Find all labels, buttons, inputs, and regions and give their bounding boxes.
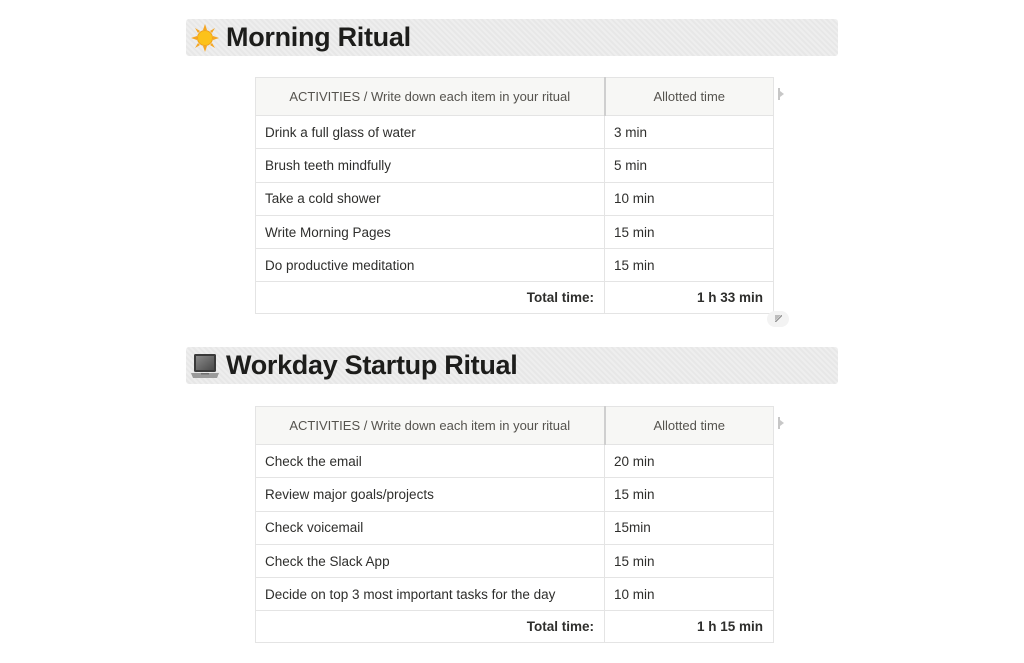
add-column-handle-icon[interactable] [778, 417, 785, 429]
time-cell[interactable]: 20 min [605, 445, 774, 478]
column-header-activities[interactable]: ACTIVITIES / Write down each item in your ritual [256, 78, 605, 116]
time-cell[interactable]: 10 min [605, 182, 774, 215]
column-header-allotted-time[interactable]: Allotted time [605, 78, 774, 116]
time-cell[interactable]: 10 min [605, 578, 774, 611]
activity-cell[interactable]: Do productive meditation [256, 249, 605, 282]
section-header-morning-ritual[interactable] [186, 19, 838, 56]
table-row [256, 215, 774, 248]
total-label[interactable]: Total time: [256, 282, 605, 314]
total-row [256, 282, 774, 314]
activity-cell[interactable]: Check the Slack App [256, 544, 605, 577]
sun-icon [190, 23, 220, 53]
table-header-row [256, 78, 774, 116]
activity-cell[interactable]: Write Morning Pages [256, 215, 605, 248]
time-cell[interactable]: 15 min [605, 478, 774, 511]
total-row [256, 611, 774, 643]
time-cell[interactable]: 15min [605, 511, 774, 544]
table-row [256, 478, 774, 511]
time-cell[interactable]: 15 min [605, 215, 774, 248]
table-row [256, 182, 774, 215]
column-header-activities[interactable]: ACTIVITIES / Write down each item in your ritual [256, 407, 605, 445]
column-header-allotted-time[interactable]: Allotted time [605, 407, 774, 445]
table-row [256, 544, 774, 577]
section-title[interactable]: Morning Ritual [226, 22, 411, 52]
activity-cell[interactable]: Review major goals/projects [256, 478, 605, 511]
activity-cell[interactable]: Drink a full glass of water [256, 116, 605, 149]
activity-cell[interactable]: Check voicemail [256, 511, 605, 544]
section-header-workday-startup-ritual[interactable] [186, 347, 838, 384]
total-value[interactable]: 1 h 33 min [605, 282, 774, 314]
activity-cell[interactable]: Take a cold shower [256, 182, 605, 215]
activity-cell[interactable]: Decide on top 3 most important tasks for the day [256, 578, 605, 611]
table-row [256, 116, 774, 149]
ritual-table-morning [255, 77, 773, 314]
laptop-icon [190, 351, 220, 381]
total-value[interactable]: 1 h 15 min [605, 611, 774, 643]
time-cell[interactable]: 3 min [605, 116, 774, 149]
table-row [256, 511, 774, 544]
time-cell[interactable]: 15 min [605, 249, 774, 282]
table-row [256, 445, 774, 478]
section-title[interactable]: Workday Startup Ritual [226, 350, 518, 380]
activity-cell[interactable]: Check the email [256, 445, 605, 478]
time-cell[interactable]: 15 min [605, 544, 774, 577]
resize-handle-icon[interactable] [767, 311, 789, 327]
table-row [256, 249, 774, 282]
total-label[interactable]: Total time: [256, 611, 605, 643]
activity-cell[interactable]: Brush teeth mindfully [256, 149, 605, 182]
table-header-row [256, 407, 774, 445]
table-row [256, 149, 774, 182]
add-column-handle-icon[interactable] [778, 88, 785, 100]
time-cell[interactable]: 5 min [605, 149, 774, 182]
table-row [256, 578, 774, 611]
ritual-table-workday-startup [255, 406, 773, 643]
